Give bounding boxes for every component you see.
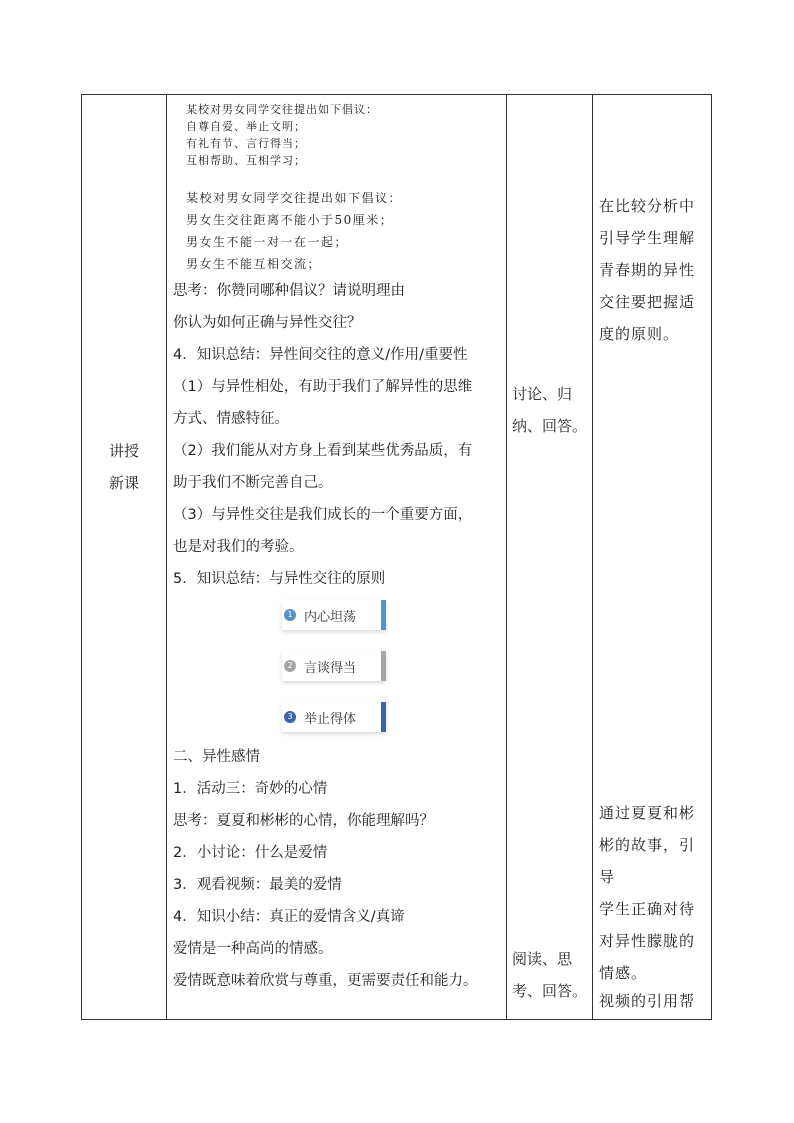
principle-item	[282, 702, 386, 732]
principle-label: 举止得体	[304, 712, 357, 727]
principle-number-badge: 2	[284, 660, 296, 672]
column-divider	[506, 95, 507, 1019]
content-line: 4．知识小结：真正的爱情含义/真谛	[173, 909, 405, 925]
principle-label: 言谈得当	[304, 661, 357, 676]
content-line: 爱情是一种高尚的情感。	[173, 941, 333, 957]
principle-item	[282, 600, 386, 630]
principle-accent-bar	[381, 651, 386, 681]
section-label: 讲授 新课	[108, 442, 139, 492]
column-divider	[592, 95, 593, 1019]
principle-label: 内心坦荡	[304, 610, 357, 625]
content-line: （2）我们能从对方身上看到某些优秀品质，有	[173, 443, 473, 459]
content-line: 5．知识总结：与异性交往的原则	[173, 571, 386, 587]
content-line: 3．观看视频：最美的爱情	[173, 877, 342, 893]
content-line: 爱情既意味着欣赏与尊重，更需要责任和能力。	[173, 973, 478, 989]
design-intent: 在比较分析中 引导学生理解 青春期的异性 交往要把握适 度的原则。	[599, 197, 696, 343]
column-divider	[166, 95, 167, 1019]
content-line: 思考：夏夏和彬彬的心情，你能理解吗？	[173, 813, 434, 829]
principle-accent-bar	[381, 600, 386, 630]
content-line: 你认为如何正确与异性交往？	[173, 315, 362, 331]
design-intent: 通过夏夏和彬 彬的故事，引导 学生正确对待 对异性朦胧的 情感。	[599, 804, 696, 982]
content-line: 二、异性感情	[173, 749, 260, 765]
content-line: （3）与异性交往是我们成长的一个重要方面，	[173, 507, 473, 523]
content-line: 助于我们不断完善自己。	[173, 475, 333, 491]
content-line: 方式、情感特征。	[173, 411, 289, 427]
principle-number-badge: 1	[284, 609, 296, 621]
principle-item	[282, 651, 386, 681]
student-activity: 讨论、归 纳、回答。	[512, 385, 588, 435]
content-line: 思考：你赞同哪种倡议？请说明理由	[173, 283, 405, 299]
principle-accent-bar	[381, 702, 386, 732]
proposal-image-1: 某校对男女同学交往提出如下倡议： 自尊自爱、举止文明； 有礼有节、言行得当； 互相帮助、互相学习；	[186, 103, 378, 167]
content-line: 4．知识总结：异性间交往的意义/作用/重要性	[173, 347, 468, 363]
design-intent: 视频的引用帮	[599, 992, 696, 1010]
content-line: 1．活动三：奇妙的心情	[173, 781, 328, 797]
proposal-image-2: 某校对男女同学交往提出如下倡议： 男女生交往距离不能小于50厘米； 男女生不能一对一在一起； 男女生不能互相交流；	[186, 191, 403, 271]
student-activity: 阅读、思 考、回答。	[512, 950, 588, 1000]
content-line: 也是对我们的考验。	[173, 539, 304, 555]
content-line: 2．小讨论：什么是爱情	[173, 845, 328, 861]
content-line: （1）与异性相处，有助于我们了解异性的思维	[173, 379, 473, 395]
principle-number-badge: 3	[284, 711, 296, 723]
lesson-table	[81, 94, 712, 1020]
